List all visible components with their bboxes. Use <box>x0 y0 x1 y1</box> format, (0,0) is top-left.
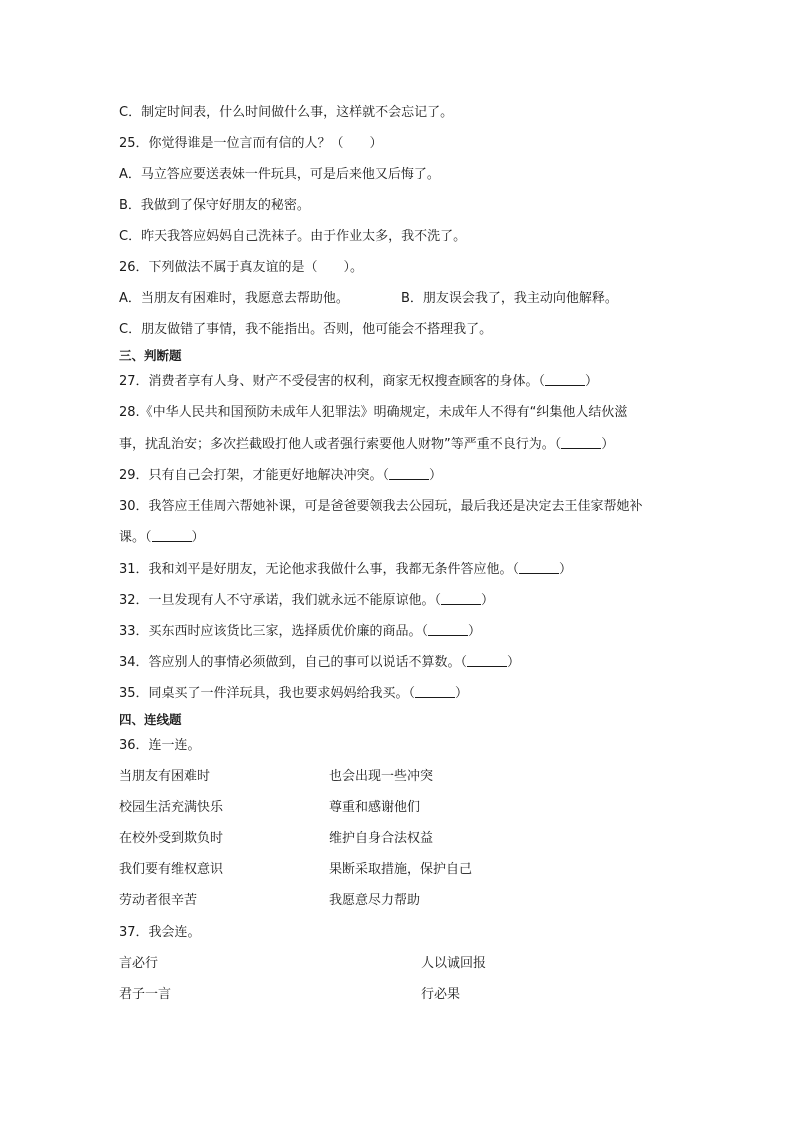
q27: 27．消费者享有人身、财产不受侵害的权利，商家无权搜查顾客的身体。（ ） <box>119 374 599 389</box>
q32-answer-blank[interactable] <box>441 592 481 605</box>
q36-left-item[interactable]: 校园生活充满快乐 <box>119 800 224 815</box>
q25-stem: 25．你觉得谁是一位言而有信的人？（ ） <box>119 136 383 151</box>
q35: 35．同桌买了一件洋玩具，我也要求妈妈给我买。（ ） <box>119 686 469 701</box>
q25-option-c: C．昨天我答应妈妈自己洗袜子。由于作业太多，我不洗了。 <box>119 229 467 244</box>
q32: 32．一旦发现有人不守承诺，我们就永远不能原谅他。（ ） <box>119 593 495 608</box>
q37-left-item[interactable]: 君子一言 <box>119 987 172 1002</box>
q36-right-item[interactable]: 果断采取措施，保护自己 <box>329 862 473 877</box>
q33-answer-blank[interactable] <box>428 623 468 636</box>
q37-left-item[interactable]: 言必行 <box>119 956 159 971</box>
q34: 34．答应别人的事情必须做到，自己的事可以说话不算数。（ ） <box>119 655 521 670</box>
q28-line2: 事，扰乱治安；多次拦截殴打他人或者强行索要他人财物”等严重不良行为。（ ） <box>119 437 615 452</box>
q36-left-item[interactable]: 劳动者很辛苦 <box>119 893 198 908</box>
q25-option-b: B．我做到了保守好朋友的秘密。 <box>119 198 310 213</box>
q36-stem: 36．连一连。 <box>119 738 201 753</box>
q36-right-item[interactable]: 也会出现一些冲突 <box>329 769 434 784</box>
q30-answer-blank[interactable] <box>152 529 192 542</box>
q29-answer-blank[interactable] <box>389 467 429 480</box>
q30-line2: 课。（ ） <box>119 530 205 545</box>
q36-right-item[interactable]: 尊重和感谢他们 <box>329 800 421 815</box>
q35-answer-blank[interactable] <box>415 685 455 698</box>
q31-answer-blank[interactable] <box>519 561 559 574</box>
q34-answer-blank[interactable] <box>467 654 507 667</box>
q37-right-item[interactable]: 人以诚回报 <box>421 956 487 971</box>
q36-left-item[interactable]: 我们要有维权意识 <box>119 862 224 877</box>
q31: 31．我和刘平是好朋友，无论他求我做什么事，我都无条件答应他。（ ） <box>119 562 573 577</box>
q30-line1: 30．我答应王佳周六帮她补课，可是爸爸要领我去公园玩，最后我还是决定去王佳家帮她补 <box>119 499 643 514</box>
q26-option-c: C．朋友做错了事情，我不能指出。否则，他可能会不搭理我了。 <box>119 322 493 337</box>
q37-stem: 37．我会连。 <box>119 925 201 940</box>
q26-option-a: A．当朋友有困难时，我愿意去帮助他。 <box>119 291 349 306</box>
section3-title: 三、判断题 <box>119 348 182 363</box>
q25-option-a: A．马立答应要送表妹一件玩具，可是后来他又后悔了。 <box>119 167 440 182</box>
q36-right-item[interactable]: 我愿意尽力帮助 <box>329 893 421 908</box>
q36-left-item[interactable]: 在校外受到欺负时 <box>119 831 224 846</box>
q27-answer-blank[interactable] <box>545 373 585 386</box>
q26-stem: 26．下列做法不属于真友谊的是（ ）。 <box>119 260 364 275</box>
q24-option-c: C．制定时间表，什么时间做什么事，这样就不会忘记了。 <box>119 105 454 120</box>
q26-option-b: B．朋友误会我了，我主动向他解释。 <box>401 291 618 306</box>
q28-line1: 28.《中华人民共和国预防未成年人犯罪法》明确规定，未成年人不得有“纠集他人结伙滋 <box>119 405 628 420</box>
q37-right-item[interactable]: 行必果 <box>421 987 461 1002</box>
q29: 29．只有自己会打架，才能更好地解决冲突。（ ） <box>119 468 443 483</box>
q36-right-item[interactable]: 维护自身合法权益 <box>329 831 434 846</box>
q36-left-item[interactable]: 当朋友有困难时 <box>119 769 211 784</box>
q28-answer-blank[interactable] <box>561 436 601 449</box>
q33: 33．买东西时应该货比三家，选择质优价廉的商品。（ ） <box>119 624 482 639</box>
section4-title: 四、连线题 <box>119 712 182 727</box>
